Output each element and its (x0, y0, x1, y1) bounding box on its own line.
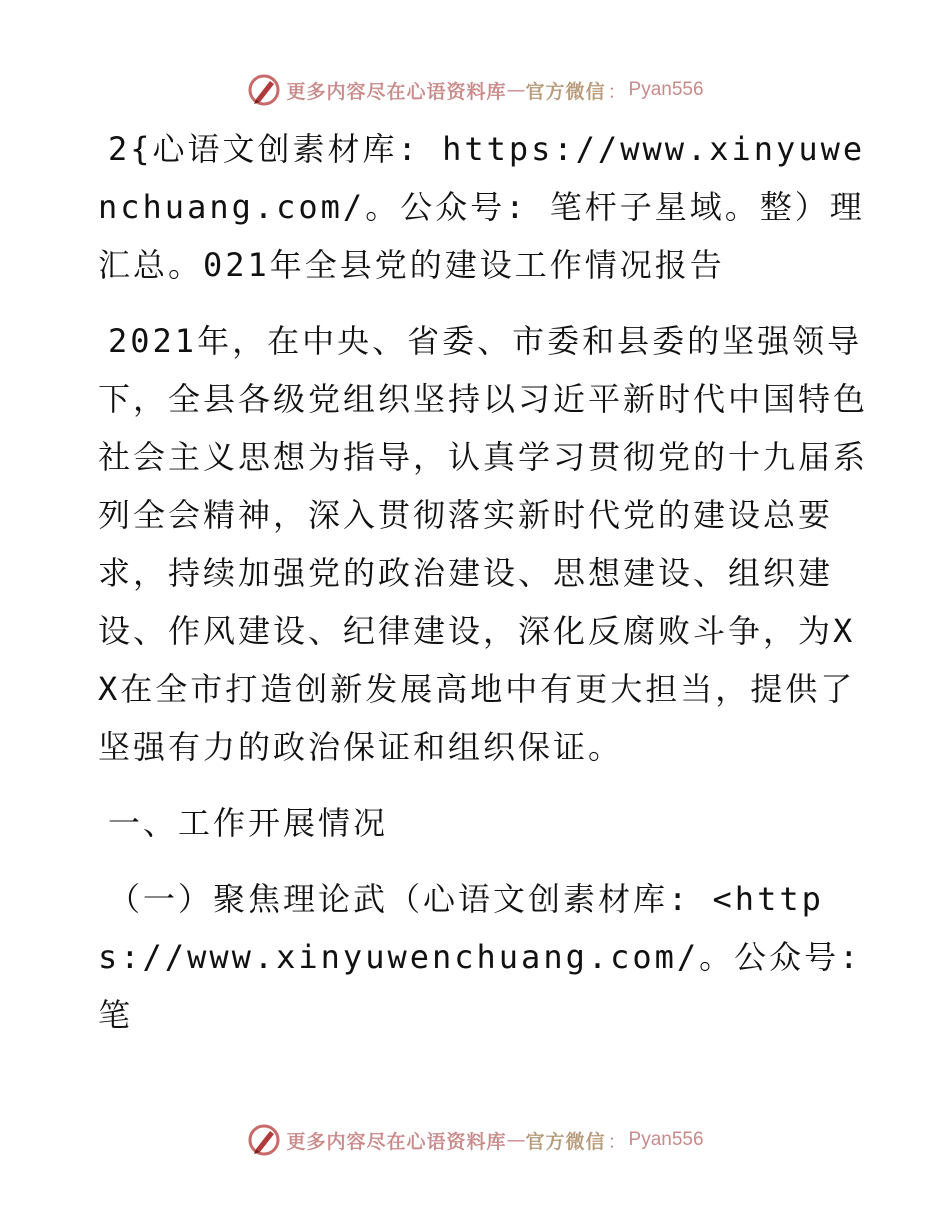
pen-circle-logo-icon (246, 1122, 282, 1158)
intro-paragraph: 2{心语文创素材库: https://www.xinyuwenchuang.com/。公众号: 笔杆子星域。整）理汇总。021年全县党的建设工作情况报告 (98, 130, 866, 284)
section-heading: 一、工作开展情况 (108, 804, 389, 842)
banner-wechat-label: 官方微信 (525, 80, 606, 103)
banner-separator: — (506, 1129, 526, 1151)
banner-wechat-id: Pyan556 (628, 1129, 704, 1150)
banner-wechat-label: 官方微信 (525, 1130, 606, 1153)
banner-separator: — (506, 79, 526, 101)
banner-main-text: 更多内容尽在心语资料库 (286, 80, 507, 103)
pen-circle-logo-icon (246, 72, 282, 108)
banner-wechat-id: Pyan556 (628, 79, 704, 100)
document-body (98, 120, 868, 1044)
header-watermark-banner (0, 68, 950, 112)
summary-paragraph: 2021年，在中央、省委、市委和县委的坚强领导下，全县各级党组织坚持以习近平新时代中国特色社会主义思想为指导，认真学习贯彻党的十九届系列全会精神，深入贯彻落实新时代党的建设总要求，持续加强党的政治建设、思想建设、组织建设、作风建设、纪律建设，深化反腐败斗争，为XX在全市打造创新发展高地中有更大担当，提供了坚强有力的政治保证和组织保证。 (98, 322, 869, 766)
footer-watermark-banner (0, 1118, 950, 1162)
banner-main-text: 更多内容尽在心语资料库 (286, 1130, 507, 1153)
subsection-paragraph: （一）聚焦理论武（心语文创素材库: <https://www.xinyuwenchuang.com/。公众号: 笔 (98, 880, 862, 1034)
banner-colon: ： (607, 80, 627, 103)
banner-colon: ： (607, 1130, 627, 1153)
